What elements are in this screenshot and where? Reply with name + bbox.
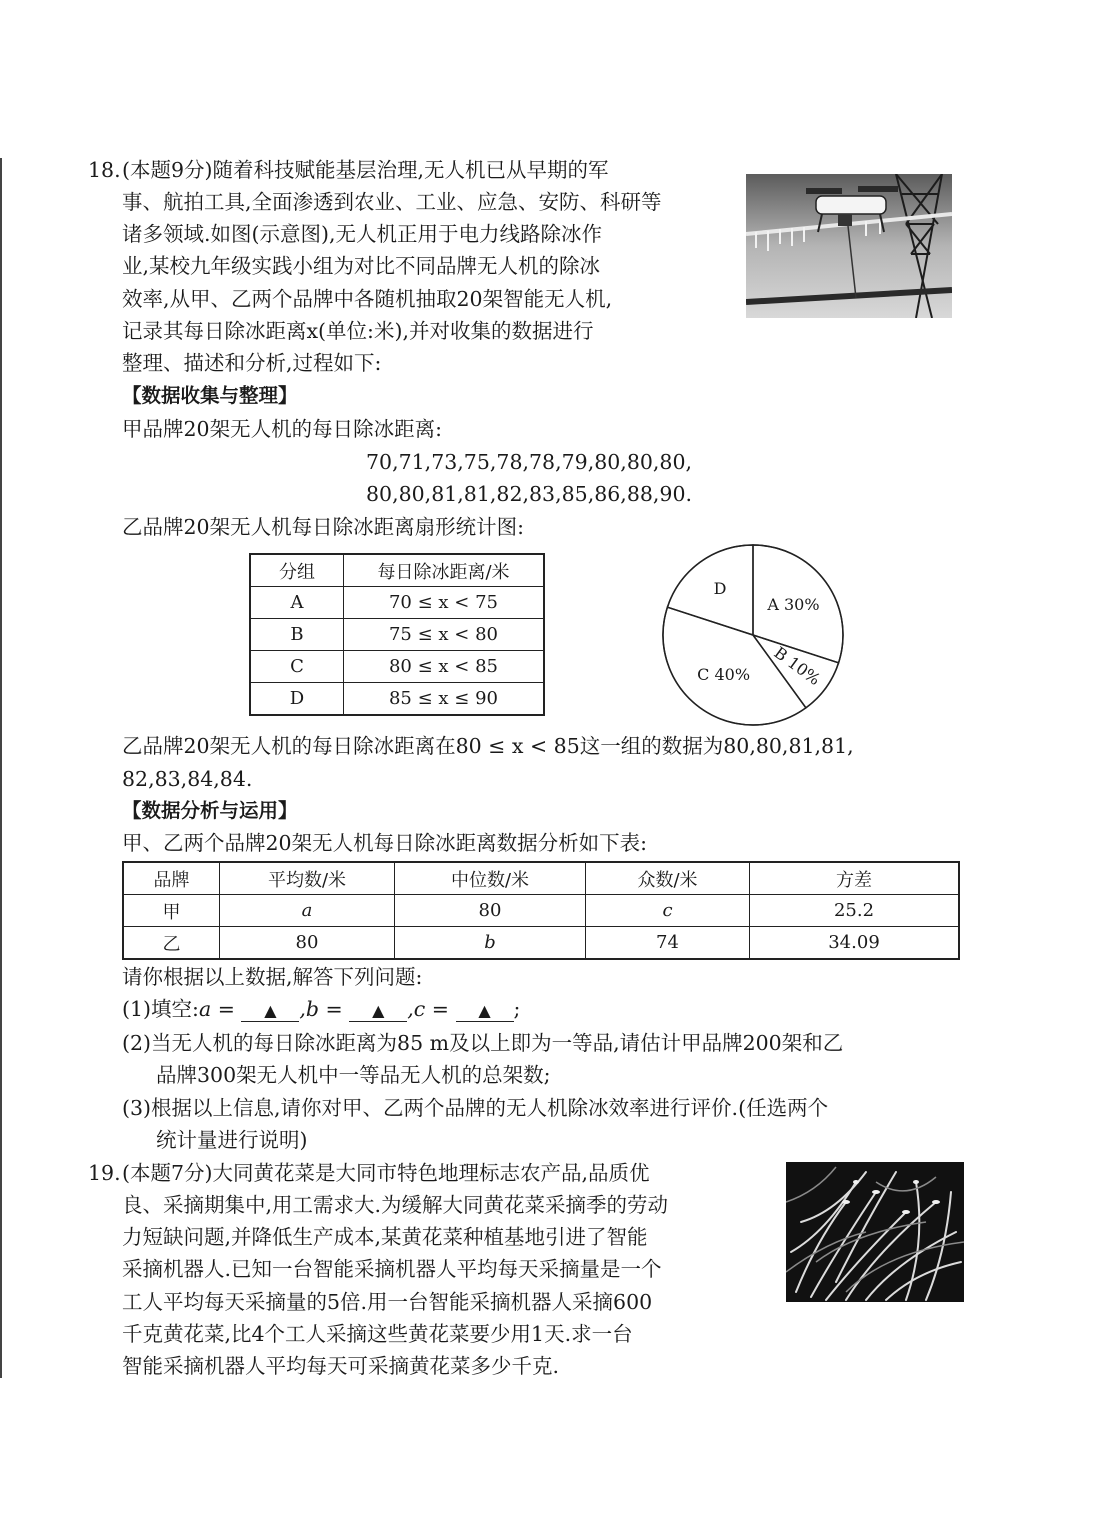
table-cell: c bbox=[586, 895, 750, 927]
sub1-end: ; bbox=[513, 997, 521, 1021]
sub1-a-label: a = bbox=[198, 997, 235, 1021]
sub1-b-label: ,b = bbox=[299, 997, 343, 1021]
table-cell: 乙 bbox=[123, 927, 220, 960]
yi-c-data-line: 82,83,84,84. bbox=[122, 767, 253, 791]
table-header-row bbox=[250, 554, 544, 587]
q18-text-line: 诸多领域.如图(示意图),无人机正用于电力线路除冰作 bbox=[122, 222, 603, 246]
table-cell: b bbox=[395, 927, 586, 960]
q19-number: 19. bbox=[88, 1161, 121, 1185]
table-header-row bbox=[123, 862, 959, 895]
table-cell: B bbox=[250, 619, 344, 651]
table-cell: C bbox=[250, 651, 344, 683]
sub1-prefix: (1)填空: bbox=[122, 997, 199, 1021]
table-header-cell: 中位数/米 bbox=[395, 862, 586, 895]
table-header-cell: 众数/米 bbox=[586, 862, 750, 895]
table-cell: D bbox=[250, 683, 344, 716]
answer-blank-c[interactable]: ▲ bbox=[456, 1001, 514, 1022]
yi-pie-chart bbox=[660, 542, 846, 728]
table-row bbox=[250, 651, 544, 683]
table-row bbox=[250, 619, 544, 651]
analysis-table-intro: 甲、乙两个品牌20架无人机每日除冰距离数据分析如下表: bbox=[122, 831, 647, 855]
table-cell: 75 ≤ x < 80 bbox=[344, 619, 545, 651]
table-header-cell: 方差 bbox=[750, 862, 960, 895]
table-header-cell: 每日除冰距离/米 bbox=[344, 554, 545, 587]
yi-pie-intro: 乙品牌20架无人机每日除冰距离扇形统计图: bbox=[122, 515, 524, 539]
pie-label-a: A 30% bbox=[767, 595, 820, 615]
answer-blank-a[interactable]: ▲ bbox=[241, 1001, 299, 1022]
answer-blank-b[interactable]: ▲ bbox=[349, 1001, 407, 1022]
table-cell: 74 bbox=[586, 927, 750, 960]
table-row bbox=[123, 895, 959, 927]
q19-text-line: 千克黄花菜,比4个工人采摘这些黄花菜要少用1天.求一台 bbox=[122, 1322, 633, 1346]
table-cell: 70 ≤ x < 75 bbox=[344, 587, 545, 619]
sub1-c-label: ,c = bbox=[407, 997, 449, 1021]
table-row bbox=[250, 683, 544, 716]
table-cell: 80 bbox=[220, 927, 395, 960]
q18-text-line: (本题9分)随着科技赋能基层治理,无人机已从早期的军 bbox=[122, 158, 609, 182]
q18-text-line: 业,某校九年级实践小组为对比不同品牌无人机的除冰 bbox=[122, 254, 601, 278]
analysis-table bbox=[122, 861, 960, 960]
section-heading-data-analysis: 【数据分析与运用】 bbox=[122, 799, 298, 822]
table-cell: 25.2 bbox=[750, 895, 960, 927]
q18-text-line: 整理、描述和分析,过程如下: bbox=[122, 351, 382, 375]
q19-text-line: 良、采摘期集中,用工需求大.为缓解大同黄花菜采摘季的劳动 bbox=[122, 1193, 669, 1217]
sub-question-2-line: (2)当无人机的每日除冰距离为85 m及以上即为一等品,请估计甲品牌200架和乙 bbox=[122, 1031, 844, 1055]
q18-number: 18. bbox=[88, 158, 121, 182]
sub-question-1 bbox=[122, 994, 520, 1024]
table-cell: 34.09 bbox=[750, 927, 960, 960]
pie-label-c: C 40% bbox=[697, 664, 751, 684]
answer-prompt: 请你根据以上数据,解答下列问题: bbox=[122, 965, 423, 989]
table-cell: 80 ≤ x < 85 bbox=[344, 651, 545, 683]
table-header-cell: 平均数/米 bbox=[220, 862, 395, 895]
table-cell: 80 bbox=[395, 895, 586, 927]
q19-text-line: 采摘机器人.已知一台智能采摘机器人平均每天采摘量是一个 bbox=[122, 1257, 662, 1281]
sub-question-3-line: 统计量进行说明) bbox=[156, 1128, 308, 1152]
q18-text-line: 效率,从甲、乙两个品牌中各随机抽取20架智能无人机, bbox=[122, 287, 613, 311]
pie-label-d: D bbox=[713, 579, 727, 599]
q19-text-line: 工人平均每天采摘量的5倍.用一台智能采摘机器人采摘600 bbox=[122, 1290, 653, 1314]
table-row bbox=[123, 927, 959, 960]
q18-text-line: 记录其每日除冰距离x(单位:米),并对收集的数据进行 bbox=[122, 319, 594, 343]
jia-data-intro: 甲品牌20架无人机的每日除冰距离: bbox=[122, 417, 442, 441]
pie-label-b: B 10% bbox=[770, 642, 825, 690]
group-range-table bbox=[249, 553, 545, 716]
table-cell: A bbox=[250, 587, 344, 619]
q19-text-line: 智能采摘机器人平均每天可采摘黄花菜多少千克. bbox=[122, 1354, 560, 1378]
table-header-cell: 品牌 bbox=[123, 862, 220, 895]
section-heading-data-collection: 【数据收集与整理】 bbox=[122, 384, 298, 407]
sub-question-3-line: (3)根据以上信息,请你对甲、乙两个品牌的无人机除冰效率进行评价.(任选两个 bbox=[122, 1096, 829, 1120]
left-margin-rule bbox=[0, 158, 2, 1378]
table-cell: 甲 bbox=[123, 895, 220, 927]
jia-data-row: 80,80,81,81,82,83,85,86,88,90. bbox=[366, 482, 693, 506]
sub-question-2-line: 品牌300架无人机中一等品无人机的总架数; bbox=[156, 1063, 551, 1087]
drone-deicing-photo bbox=[746, 174, 952, 318]
daylily-photo bbox=[786, 1162, 964, 1302]
table-header-cell: 分组 bbox=[250, 554, 344, 587]
yi-c-data-line: 乙品牌20架无人机的每日除冰距离在80 ≤ x < 85这一组的数据为80,80,81,81, bbox=[122, 734, 854, 758]
q19-text-line: 力短缺问题,并降低生产成本,某黄花菜种植基地引进了智能 bbox=[122, 1225, 648, 1249]
table-cell: a bbox=[220, 895, 395, 927]
table-row bbox=[250, 587, 544, 619]
q19-text-line: (本题7分)大同黄花菜是大同市特色地理标志农产品,品质优 bbox=[122, 1161, 650, 1185]
q18-text-line: 事、航拍工具,全面渗透到农业、工业、应急、安防、科研等 bbox=[122, 190, 662, 214]
table-cell: 85 ≤ x ≤ 90 bbox=[344, 683, 545, 716]
jia-data-row: 70,71,73,75,78,78,79,80,80,80, bbox=[366, 450, 693, 474]
